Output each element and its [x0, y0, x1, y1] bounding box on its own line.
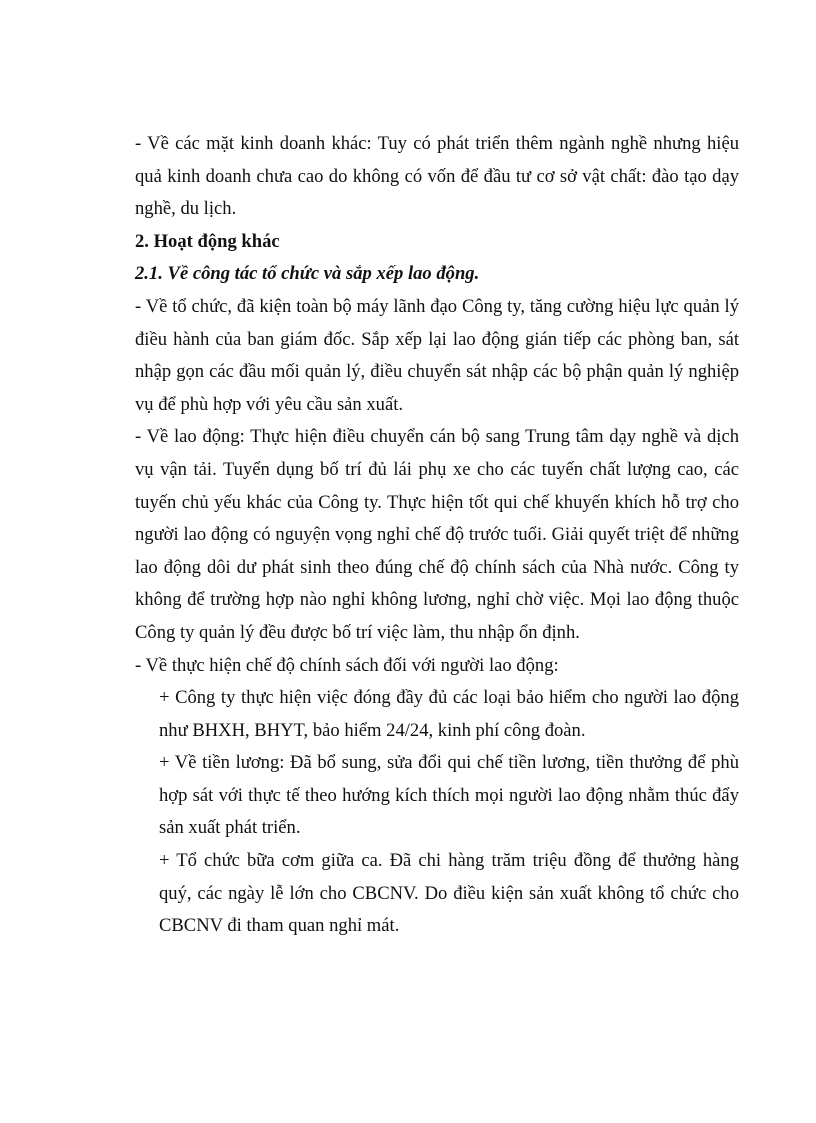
section-heading-other-activities: 2. Hoạt động khác: [135, 230, 280, 252]
document-page: [135, 128, 739, 943]
paragraph-policy-intro: - Về thực hiện chế độ chính sách đối với người lao động:: [135, 654, 559, 676]
list-item-salary: + Về tiền lương: Đã bổ sung, sửa đổi qui chế tiền lương, tiền thưởng để phù hợp sát với thực tế theo hướng kích thích mọi người lao động nhằm thúc đẩy sản xuất phát triển.: [159, 752, 739, 839]
subsection-heading-organization-labor: 2.1. Về công tác tổ chức và sắp xếp lao động.: [135, 263, 480, 285]
paragraph-labor: - Về lao động: Thực hiện điều chuyển cán bộ sang Trung tâm dạy nghề và dịch vụ vận tải. Tuyển dụng bố trí đủ lái phụ xe cho các tuyến chất lượng cao, các tuyến chủ yếu khác của Công ty. Thực hiện tốt qui chế khuyến khích hỗ trợ cho người lao động có nguyện vọng nghỉ chế độ trước tuổi. Giải quyết triệt để những lao động dôi dư phát sinh theo đúng chế độ chính sách của Nhà nước. Công ty không để trường hợp nào nghỉ không lương, nghỉ chờ việc. Mọi lao động thuộc Công ty quản lý đều được bố trí việc làm, thu nhập ổn định.: [135, 426, 739, 643]
list-item-meals: + Tổ chức bữa cơm giữa ca. Đã chi hàng trăm triệu đồng để thưởng hàng quý, các ngày lễ lớn cho CBCNV. Do điều kiện sản xuất không tổ chức cho CBCNV đi tham quan nghỉ mát.: [159, 850, 739, 937]
paragraph-other-business: - Về các mặt kinh doanh khác: Tuy có phát triển thêm ngành nghề nhưng hiệu quả kinh doanh chưa cao do không có vốn để đầu tư cơ sở vật chất: đào tạo dạy nghề, du lịch.: [135, 133, 739, 220]
list-item-insurance: + Công ty thực hiện việc đóng đầy đủ các loại bảo hiểm cho người lao động như BHXH, BHYT, bảo hiểm 24/24, kinh phí công đoàn.: [159, 687, 739, 741]
paragraph-organization: - Về tổ chức, đã kiện toàn bộ máy lãnh đạo Công ty, tăng cường hiệu lực quản lý điều hành của ban giám đốc. Sắp xếp lại lao động gián tiếp các phòng ban, sát nhập gọn các đầu mối quản lý, điều chuyển sát nhập các bộ phận quản lý nghiệp vụ để phù hợp với yêu cầu sản xuất.: [135, 295, 739, 415]
